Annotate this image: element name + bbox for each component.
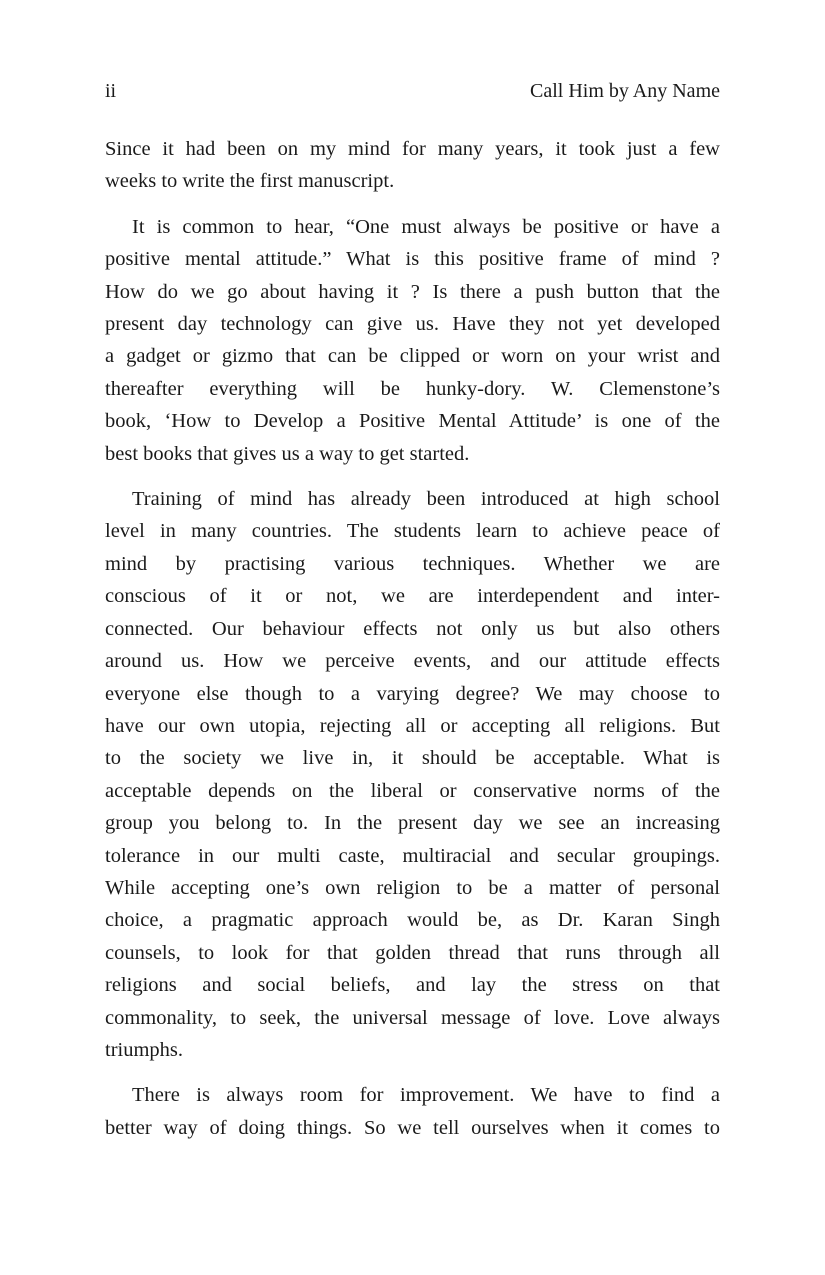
text-line: around us. How we perceive events, and our attitude effects [105, 650, 720, 673]
text-line: choice, a pragmatic approach would be, as Dr. Karan Singh [105, 909, 720, 932]
text-line: to the society we live in, it should be acceptable. What is [105, 747, 720, 770]
text-line: have our own utopia, rejecting all or accepting all religions. But [105, 714, 720, 737]
text-line: present day technology can give us. Have they not yet developed [105, 313, 720, 336]
text-line: It is common to hear, “One must always be positive or have a [132, 215, 720, 238]
text-line: Since it had been on my mind for many years, it took just a few [105, 138, 720, 160]
text-line: positive mental attitude.” What is this positive frame of mind ? [105, 248, 720, 271]
page-header [105, 80, 720, 102]
text-line: better way of doing things. So we tell ourselves when it comes to [105, 1116, 720, 1139]
text-line: religions and social beliefs, and lay the stress on that [105, 974, 720, 997]
text-line: tolerance in our multi caste, multiracial and secular groupings. [105, 844, 720, 867]
page-number: ii [105, 80, 117, 102]
paragraph [105, 483, 720, 1066]
text-body [105, 133, 720, 1144]
paragraph [105, 211, 720, 470]
text-line: conscious of it or not, we are interdependent and inter- [105, 585, 720, 608]
text-line: triumphs. [105, 1038, 184, 1061]
text-line: acceptable depends on the liberal or conservative norms of the [105, 779, 720, 802]
text-line: While accepting one’s own religion to be a matter of personal [105, 876, 720, 899]
running-title: Call Him by Any Name [530, 80, 720, 102]
text-line: Training of mind has already been introduced at high school [132, 488, 720, 511]
text-line: everyone else though to a varying degree? We may choose to [105, 682, 720, 705]
text-line: mind by practising various techniques. Whether we are [105, 552, 720, 575]
text-line: connected. Our behaviour effects not only us but also others [105, 617, 720, 640]
text-line: a gadget or gizmo that can be clipped or worn on your wrist and [105, 345, 720, 368]
text-line: group you belong to. In the present day we see an increasing [105, 812, 720, 835]
text-line: thereafter everything will be hunky-dory. W. Clemenstone’s [105, 377, 720, 400]
text-line: level in many countries. The students learn to achieve peace of [105, 520, 720, 543]
paragraph [105, 1079, 720, 1144]
text-line: There is always room for improvement. We have to find a [132, 1084, 720, 1107]
text-line: How do we go about having it ? Is there a push button that the [105, 280, 720, 303]
text-line: book, ‘How to Develop a Positive Mental Attitude’ is one of the [105, 410, 720, 433]
text-line: counsels, to look for that golden thread that runs through all [105, 941, 720, 964]
text-line: commonality, to seek, the universal message of love. Love always [105, 1006, 720, 1029]
paragraph [105, 133, 720, 198]
text-line: weeks to write the first manuscript. [105, 170, 395, 193]
text-line: best books that gives us a way to get started. [105, 442, 470, 465]
